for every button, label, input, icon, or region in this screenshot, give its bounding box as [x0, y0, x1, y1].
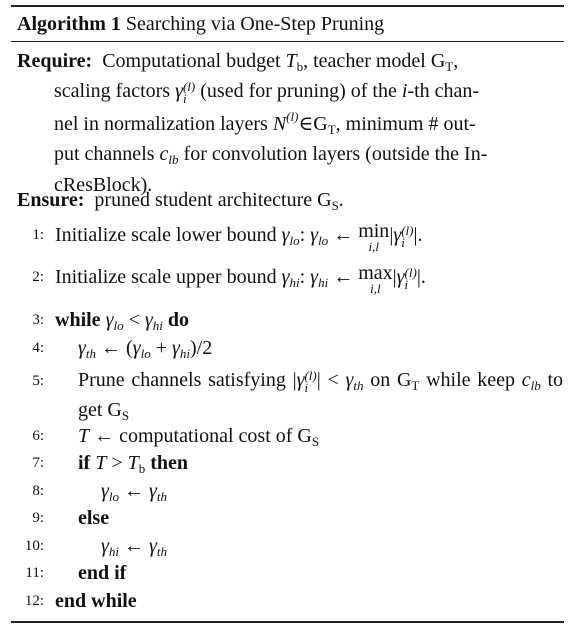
step-4: [0, 335, 576, 361]
step-1-number: 1:: [32, 227, 44, 243]
step-8: [0, 478, 576, 504]
step-5-text: Prune channels satisfying |γ (l) i | < $\gamma_{th}$ on $G_T$ while keep $c_{lb}$ to get $G_S$: [78, 368, 563, 423]
step-11: [0, 560, 576, 586]
step-9: [0, 505, 576, 531]
step-6-number: 6:: [32, 428, 44, 444]
require-label: Require:: [17, 50, 93, 72]
step-11-number: 11:: [25, 565, 44, 581]
step-7: [0, 450, 576, 476]
algorithm-label: Algorithm 1: [17, 13, 121, 35]
step-7-number: 7:: [32, 455, 44, 471]
step-10-number: 10:: [24, 538, 44, 554]
step-7-text: if $T > T_b$ then: [78, 452, 189, 476]
step-2-text: Initialize scale upper bound $\gamma_{hi}$: $\gamma_{hi}$ ← max i,l |γ (l) i |.: [55, 262, 426, 296]
step-2: [0, 262, 576, 296]
step-12-text: end while: [55, 590, 137, 612]
step-3-text: while $\gamma_{lo} < \gamma_{hi}$ do: [55, 309, 189, 333]
top-rule: [11, 5, 564, 7]
step-3-number: 3:: [32, 312, 44, 328]
require-line-4: put channels $c_{lb}$ for convolution layers (outside the In-: [54, 143, 488, 168]
step-11-text: end if: [78, 562, 127, 584]
step-9-number: 9:: [32, 510, 44, 526]
ensure-label: Ensure:: [17, 189, 85, 211]
step-1-text: Initialize scale lower bound $\gamma_{lo}$: $\gamma_{lo}$ ← min i,l |γ (l) i |.: [55, 220, 423, 254]
step-12-number: 12:: [24, 593, 44, 609]
step-4-number: 4:: [32, 340, 44, 356]
step-9-text: else: [78, 507, 110, 529]
step-12: [0, 588, 576, 614]
bottom-rule: [11, 621, 564, 623]
step-6-text: T ← computational cost of $G_S$: [78, 425, 320, 449]
algorithm-title: [17, 11, 384, 37]
step-8-text: $\gamma_{lo}$ ← $\gamma_{th}$: [101, 480, 168, 504]
step-3: [0, 307, 576, 333]
require-block: [17, 49, 562, 197]
step-8-number: 8:: [32, 483, 44, 499]
step-10: [0, 533, 576, 559]
algorithm-name: Searching via One-Step Pruning: [125, 13, 385, 35]
step-10-text: $\gamma_{hi}$ ← $\gamma_{th}$: [101, 535, 168, 559]
require-line-3: nel in normalization layers $N^{(l)}\in G_T$, minimum # out-: [54, 109, 476, 138]
require-line-1: Require: Computational budget $T_b$, teacher model $G_T$,: [17, 50, 459, 74]
require-line-2: scaling factors γ (l) i (used for pruning) of the i-th chan-: [54, 79, 480, 107]
require-line-5: cResBlock).: [54, 173, 153, 196]
step-4-text: $\gamma_{th}$ ← $(\gamma_{lo} + \gamma_{hi})/2$: [78, 337, 213, 361]
step-6: [0, 423, 576, 449]
step-2-number: 2:: [32, 269, 44, 285]
step-5-number: 5:: [32, 373, 44, 389]
title-rule: [11, 41, 564, 42]
ensure-block: Ensure: pruned student architecture $G_S$.: [17, 189, 344, 213]
step-1: [0, 220, 576, 254]
step-5: [0, 368, 576, 423]
